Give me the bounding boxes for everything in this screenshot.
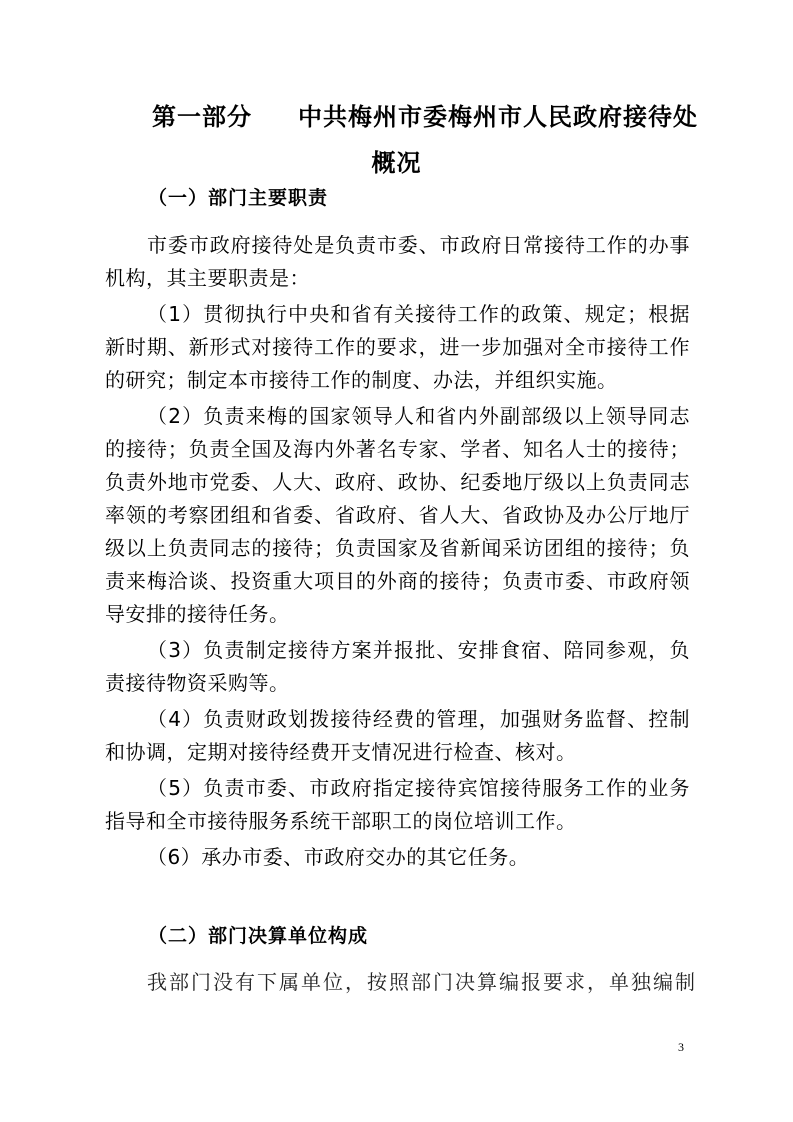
- page-title-line2: 概况: [371, 149, 422, 177]
- duty-item-6: （6）承办市委、市政府交办的其它任务。: [147, 845, 530, 869]
- duty-item-2: （2）负责来梅的国家领导人和省内外副部级以上领导同志的接待；负责全国及海内外著名专家、学者、知名人士的接待；负责外地市党委、人大、政府、政协、纪委地厅级以上负责同志率领的考察团组和省委、省政府、省人大、省政协及办公厅地厅级以上负责同志的接待；负责国家及省新闻采访团组的接待；负责来梅洽谈、投资重大项目的外商的接待；负责市委、市政府领导安排的接待任务。: [105, 404, 690, 626]
- page-number: 3: [678, 1040, 684, 1054]
- duty-item-3: （3）负责制定接待方案并报批、安排食宿、陪同参观，负责接待物资采购等。: [105, 638, 690, 695]
- duty-item-1: （1）贯彻执行中央和省有关接待工作的政策、规定；根据新时期、新形式对接待工作的要求，进一步加强对全市接待工作的研究；制定本市接待工作的制度、办法，并组织实施。: [105, 302, 690, 392]
- title-org: 中共梅州市委梅州市人民政府接待处: [298, 103, 698, 131]
- duty-item-5: （5）负责市委、市政府指定接待宾馆接待服务工作的业务指导和全市接待服务系统干部职工的岗位培训工作。: [105, 776, 690, 833]
- section1-intro: 市委市政府接待处是负责市委、市政府日常接待工作的办事机构，其主要职责是：: [105, 233, 690, 290]
- section1-heading: （一）部门主要职责: [148, 187, 329, 209]
- section1-body: [105, 229, 690, 874]
- section2-heading: （二）部门决算单位构成: [148, 925, 369, 947]
- page-title-line1: [152, 100, 712, 134]
- title-part: 第一部分: [152, 103, 252, 131]
- duty-item-4: （4）负责财政划拨接待经费的管理，加强财务监督、控制和协调，定期对接待经费开支情况进行检查、核对。: [105, 707, 690, 764]
- section2-text: 我部门没有下属单位，按照部门决算编报要求，单独编制: [147, 970, 697, 994]
